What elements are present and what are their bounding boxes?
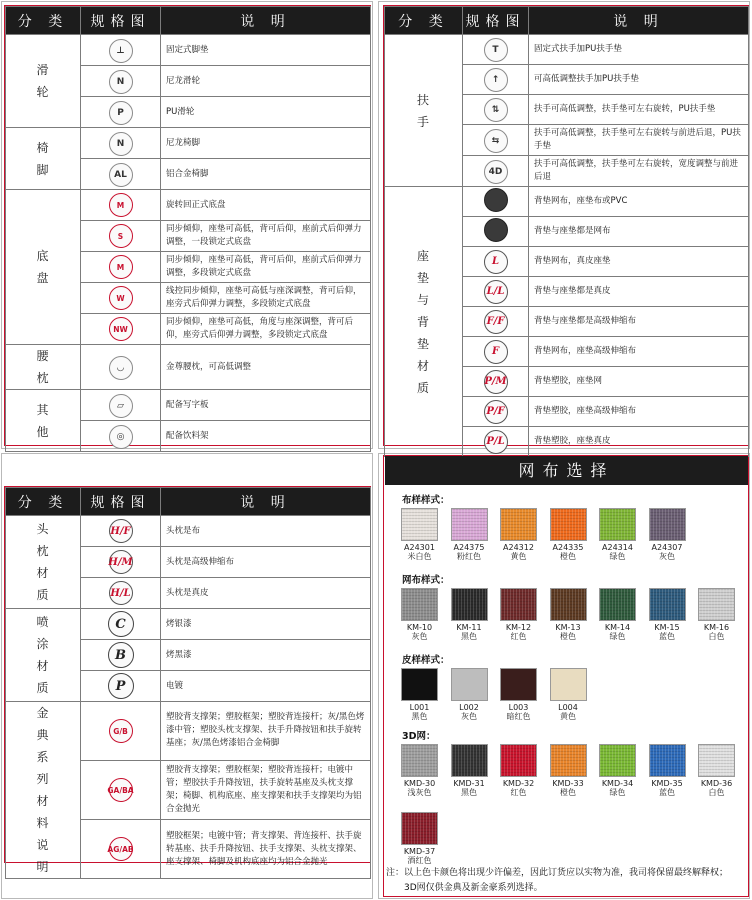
fabric-color-name: 米白色 <box>407 552 432 561</box>
category-cell <box>6 128 81 190</box>
fabric-swatch <box>500 588 537 642</box>
fabric-note-line2: 3D网仅供金典及新金豪系列选择。 <box>404 883 543 893</box>
spec-description: 金尊腰枕，可高低调整 <box>161 345 371 390</box>
spec-description: 背垫与座垫都是真皮 <box>529 277 749 307</box>
spec-row <box>6 190 371 221</box>
spec-image-cell <box>81 578 161 609</box>
spec-description: 扶手可高低调整，扶手垫可左右旋转与前进后退，PU扶手垫 <box>529 125 749 156</box>
fabric-code: A24307 <box>651 543 683 552</box>
spec-row <box>6 390 371 421</box>
header-category: 分 类 <box>385 7 463 35</box>
mechanism-m-icon: M <box>109 193 133 217</box>
plastic-mesh-icon: P/M <box>484 370 508 394</box>
header-category: 分 类 <box>6 7 81 35</box>
fabric-chip <box>550 744 587 777</box>
silver-paint-icon: C <box>108 611 134 637</box>
fabric-chip <box>401 508 438 541</box>
spec-image-cell <box>81 35 161 66</box>
fabric-chip <box>550 508 587 541</box>
spec-table-headrest-finish <box>5 487 371 879</box>
fabric-chip <box>649 508 686 541</box>
spec-description: 尼龙椅脚 <box>161 128 371 159</box>
category-cell <box>6 702 81 879</box>
spec-image-cell <box>81 760 161 820</box>
fabric-swatch <box>599 508 636 562</box>
fabric-swatch <box>401 508 438 562</box>
fabric-color-name: 红色 <box>510 788 527 797</box>
category-cell <box>6 345 81 390</box>
fabric-swatch <box>451 744 488 798</box>
gb-icon: G/B <box>109 719 133 743</box>
spec-description: 背垫网布，座垫布或PVC <box>529 187 749 217</box>
fabric-swatch <box>401 668 438 722</box>
spec-image-cell <box>81 345 161 390</box>
spec-row <box>6 516 371 547</box>
spec-description: 背垫与座垫都是网布 <box>529 217 749 247</box>
fabric-color-name: 红色 <box>510 632 527 641</box>
spec-image-cell <box>81 609 161 640</box>
category-label: 喷涂材质 <box>36 615 50 695</box>
spec-description: 头枕是真皮 <box>161 578 371 609</box>
black-paint-icon: B <box>108 642 134 668</box>
4d-armrest-icon: 4D <box>484 160 508 184</box>
category-label: 滑轮 <box>36 63 50 99</box>
fabric-chip <box>550 668 587 701</box>
fixed-armrest-icon: T <box>484 38 508 62</box>
all-leather-icon: L/L <box>484 280 508 304</box>
fabric-color-name: 橙色 <box>560 552 576 561</box>
all-stretch-icon: F/F <box>484 310 508 334</box>
spec-table-armrest-seat <box>384 6 749 457</box>
header-description: 说 明 <box>161 7 371 35</box>
cup-holder-icon: ◎ <box>109 425 133 449</box>
header-description: 说 明 <box>161 488 371 516</box>
fabric-color-name: 蓝色 <box>659 632 675 641</box>
fabric-color-name: 暗红色 <box>506 712 531 721</box>
plastic-stretch-icon: P/F <box>484 400 508 424</box>
spec-description: 铝合金椅脚 <box>161 159 371 190</box>
spec-image-cell <box>81 640 161 671</box>
fabric-code: L004 <box>558 703 578 712</box>
spec-description: 背垫塑胶，座垫网 <box>529 367 749 397</box>
spec-description: 扶手可高低调整，扶手垫可左右旋转，PU扶手垫 <box>529 95 749 125</box>
spec-image-cell <box>463 307 529 337</box>
fabric-swatch <box>500 508 537 562</box>
fabric-chip <box>599 588 636 621</box>
fabric-chip <box>649 744 686 777</box>
spec-row <box>6 345 371 390</box>
fabric-chip <box>401 668 438 701</box>
mesh-leather-icon: L <box>484 250 508 274</box>
spec-description: 背垫塑胶，座垫真皮 <box>529 427 749 457</box>
header-spec-image: 规格图 <box>81 7 161 35</box>
category-cell <box>385 187 463 457</box>
fabric-swatch <box>550 668 587 722</box>
fabric-swatch <box>698 588 735 642</box>
spec-image-cell <box>463 277 529 307</box>
agab-icon: AG/AB <box>109 837 133 861</box>
fabric-color-name: 橙色 <box>560 632 576 641</box>
fabric-color-name: 黑色 <box>461 632 477 641</box>
mechanism-s-icon: S <box>109 224 133 248</box>
fabric-code: KMD-37 <box>403 847 436 856</box>
fabric-swatch <box>401 812 438 866</box>
spec-image-cell <box>463 35 529 65</box>
fabric-color-name: 酒红色 <box>407 856 432 865</box>
fabric-color-name: 绿色 <box>609 788 626 797</box>
header-category: 分 类 <box>6 488 81 516</box>
fabric-chip <box>401 812 438 845</box>
category-label: 头枕材质 <box>36 522 50 602</box>
category-cell <box>6 609 81 702</box>
spec-image-cell <box>81 314 161 345</box>
swivel-armrest-icon: ⇅ <box>484 98 508 122</box>
headrest-stretch-icon: H/M <box>109 550 133 574</box>
spec-description: 旋转回正式底盘 <box>161 190 371 221</box>
category-cell <box>6 516 81 609</box>
spec-row <box>6 128 371 159</box>
spec-row <box>385 35 749 65</box>
spec-image-cell <box>463 156 529 187</box>
headrest-fabric-icon: H/F <box>109 519 133 543</box>
fabric-color-name: 粉红色 <box>457 552 481 561</box>
spec-description: 背垫网布，真皮座垫 <box>529 247 749 277</box>
fabric-color-name: 白色 <box>708 632 725 641</box>
spec-description: PU滑轮 <box>161 97 371 128</box>
spec-row <box>6 35 371 66</box>
spec-description: 头枕是高级伸缩布 <box>161 547 371 578</box>
all-fabric-icon <box>484 218 508 242</box>
spec-description: 可高低调整扶手加PU扶手垫 <box>529 65 749 95</box>
fabric-swatch <box>550 588 587 642</box>
spec-image-cell <box>81 97 161 128</box>
fabric-code: A24335 <box>552 543 584 552</box>
category-label: 金典系列材料说明 <box>36 706 50 874</box>
fabric-section-label: 3D网： <box>402 731 436 742</box>
fabric-code: KM-13 <box>555 623 581 632</box>
fabric-chip <box>599 508 636 541</box>
category-cell <box>6 390 81 452</box>
fabric-color-name: 绿色 <box>609 632 626 641</box>
fabric-code: KMD-34 <box>601 779 634 788</box>
aluminum-base-icon: AL <box>109 163 133 187</box>
fabric-code: A24301 <box>404 543 435 552</box>
fabric-code: L003 <box>508 703 529 712</box>
fabric-chip <box>401 588 438 621</box>
spec-image-cell <box>81 421 161 452</box>
writing-board-icon: ▱ <box>109 394 133 418</box>
fabric-code: KM-16 <box>703 623 730 632</box>
spec-image-cell <box>463 427 529 457</box>
lumbar-pillow-icon: ◡ <box>109 356 133 380</box>
height-armrest-icon: ↑ <box>484 68 508 92</box>
fabric-code: KM-10 <box>406 623 433 632</box>
spec-description: 同步倾仰，座垫可高低，背可后仰，座前式后仰弹力调整，一段锁定式底盘 <box>161 221 371 252</box>
mechanism-nw-icon: NW <box>109 317 133 341</box>
spec-image-cell <box>81 283 161 314</box>
fabric-swatch <box>599 744 636 798</box>
fabric-swatch <box>401 588 438 642</box>
mesh-pvc-icon <box>484 188 508 212</box>
spec-description: 扶手可高低调整，扶手垫可左右旋转，宽度调整与前进后退 <box>529 156 749 187</box>
fabric-swatch <box>599 588 636 642</box>
category-label: 其他 <box>36 402 50 439</box>
header-description: 说 明 <box>529 7 749 35</box>
spec-row <box>6 702 371 761</box>
header-spec-image: 规格图 <box>463 7 529 35</box>
fabric-chip <box>451 744 488 777</box>
fabric-code: KMD-35 <box>651 779 683 788</box>
spec-description: 配备饮料架 <box>161 421 371 452</box>
spec-image-cell <box>81 66 161 97</box>
spec-description: 固定式脚垫 <box>161 35 371 66</box>
fabric-color-name: 橙色 <box>560 788 576 797</box>
fabric-code: KM-12 <box>505 623 532 632</box>
fabric-swatch <box>649 744 686 798</box>
fabric-code: A24375 <box>453 543 485 552</box>
spec-description: 头枕是布 <box>161 516 371 547</box>
spec-image-cell <box>81 820 161 879</box>
nylon-base-icon: N <box>109 132 133 156</box>
spec-description: 塑胶背支撑架；塑胶框架；塑胶背连接杆；电镀中管；塑胶扶手升降按钮，扶手旋转基座及头枕支撑架；椅脚、机构底座、座支撑架和扶手支撑架均为铝合金抛光 <box>161 760 371 820</box>
spec-image-cell <box>81 702 161 761</box>
spec-image-cell <box>463 125 529 156</box>
spec-description: 尼龙滑轮 <box>161 66 371 97</box>
category-label: 腰枕 <box>36 349 50 385</box>
category-cell <box>6 35 81 128</box>
spec-description: 同步倾仰，座垫可高低，角度与座深调整，背可后仰，座旁式后仰弹力调整，多段锁定式底盘 <box>161 314 371 345</box>
spec-image-cell <box>463 367 529 397</box>
fabric-chip <box>500 668 537 701</box>
spec-description: 塑胶框架；电镀中管；背支撑架、背连接杆、扶手旋转基座、扶手升降按钮、扶手支撑架、头枕支撑架、座支撑架、椅脚及机构底座均为铝合金抛光 <box>161 820 371 879</box>
category-label: 扶手 <box>416 92 430 129</box>
fabric-code: KMD-30 <box>403 779 436 788</box>
header-spec-image: 规格图 <box>81 488 161 516</box>
mechanism-w-icon: W <box>109 286 133 310</box>
fabric-code: L002 <box>459 703 479 712</box>
fabric-chip <box>451 668 488 701</box>
fabric-chip <box>649 588 686 621</box>
fabric-section-label: 布样样式： <box>402 495 450 506</box>
fabric-section-label: 网布样式： <box>402 575 450 586</box>
spec-image-cell <box>81 671 161 702</box>
fixed-foot-icon: ⊥ <box>109 39 133 63</box>
fabric-chip <box>500 744 537 777</box>
pu-caster-icon: P <box>109 101 133 125</box>
spec-description: 电镀 <box>161 671 371 702</box>
fabric-chip <box>550 588 587 621</box>
plating-icon: P <box>108 673 134 699</box>
spec-description: 塑胶背支撑架；塑胶框架；塑胶背连接杆；灰/黑色烤漆中管；塑胶头枕支撑架、扶手升降按钮和扶手旋转基座；灰/黑色烤漆铝合金椅脚 <box>161 702 371 761</box>
plastic-leather-icon: P/L <box>484 430 508 454</box>
fabric-swatch <box>649 508 686 562</box>
spec-image-cell <box>463 247 529 277</box>
fabric-swatch <box>698 744 735 798</box>
mechanism-sm-icon: M <box>109 255 133 279</box>
category-label: 底盘 <box>36 249 50 285</box>
fabric-code: KM-14 <box>604 623 631 632</box>
spec-description: 固定式扶手加PU扶手垫 <box>529 35 749 65</box>
fabric-swatch <box>401 744 438 798</box>
fabric-color-name: 黄色 <box>510 552 527 561</box>
fabric-swatch <box>550 744 587 798</box>
fabric-color-name: 黄色 <box>560 712 576 721</box>
spec-image-cell <box>463 217 529 247</box>
spec-image-cell <box>463 187 529 217</box>
fabric-swatch <box>500 668 537 722</box>
fabric-code: L001 <box>409 703 430 712</box>
spec-image-cell <box>81 547 161 578</box>
fabric-color-name: 黑色 <box>461 788 477 797</box>
spec-description: 烤黑漆 <box>161 640 371 671</box>
spec-image-cell <box>81 128 161 159</box>
fabric-color-name: 灰色 <box>411 632 428 641</box>
fabric-code: KMD-31 <box>453 779 485 788</box>
fabric-code: KMD-32 <box>502 779 535 788</box>
spec-description: 背垫与座垫都是高级伸缩布 <box>529 307 749 337</box>
fabric-section-title: 网布选择 <box>385 456 748 485</box>
fabric-chip <box>451 588 488 621</box>
fabric-color-name: 灰色 <box>461 712 477 721</box>
headrest-leather-icon: H/L <box>109 581 133 605</box>
fabric-chip <box>698 744 735 777</box>
fabric-chip <box>500 588 537 621</box>
spec-image-cell <box>81 159 161 190</box>
fabric-swatch <box>649 588 686 642</box>
fabric-swatch <box>500 744 537 798</box>
fabric-section-label: 皮样样式： <box>402 655 450 666</box>
spec-description: 线控同步倾仰，座垫可高低与座深调整，背可后仰，座旁式后仰弹力调整，多段锁定式底盘 <box>161 283 371 314</box>
fabric-code: KMD-36 <box>700 779 733 788</box>
spec-table-casters-base <box>5 6 371 452</box>
category-label: 座垫与背垫材质 <box>416 248 430 395</box>
nylon-caster-icon: N <box>109 70 133 94</box>
fabric-swatch <box>451 668 488 722</box>
fabric-chip <box>500 508 537 541</box>
spec-image-cell <box>463 337 529 367</box>
spec-description: 同步倾仰，座垫可高低，背可后仰，座前式后仰弹力调整，多段锁定式底盘 <box>161 252 371 283</box>
category-cell <box>6 190 81 345</box>
spec-image-cell <box>81 252 161 283</box>
fabric-swatch <box>451 588 488 642</box>
fabric-chip <box>401 744 438 777</box>
fabric-code: KMD-33 <box>552 779 584 788</box>
fabric-color-name: 灰色 <box>659 552 675 561</box>
spec-image-cell <box>81 390 161 421</box>
fabric-chip <box>599 744 636 777</box>
spec-image-cell <box>463 397 529 427</box>
fabric-code: A24312 <box>503 543 534 552</box>
fabric-chip <box>698 588 735 621</box>
spec-row <box>385 187 749 217</box>
fabric-swatch <box>550 508 587 562</box>
fabric-code: A24314 <box>602 543 633 552</box>
fabric-code: KM-15 <box>654 623 680 632</box>
spec-description: 烤银漆 <box>161 609 371 640</box>
spec-image-cell <box>81 516 161 547</box>
fabric-color-name: 浅灰色 <box>407 788 432 797</box>
category-label: 椅脚 <box>36 140 50 177</box>
fabric-note-line1: 注：以上色卡颜色将出现少许偏差，因此订货应以实物为准，我司将保留最终解释权； <box>386 868 729 878</box>
fabric-chip <box>451 508 488 541</box>
spec-image-cell <box>81 221 161 252</box>
fabric-color-name: 蓝色 <box>659 788 675 797</box>
spec-description: 背垫塑胶，座垫高级伸缩布 <box>529 397 749 427</box>
fabric-color-name: 黑色 <box>411 712 428 721</box>
spec-image-cell <box>81 190 161 221</box>
spec-image-cell <box>463 65 529 95</box>
gaba-icon: GA/BA <box>109 778 133 802</box>
spec-row <box>6 609 371 640</box>
fabric-color-name: 绿色 <box>609 552 626 561</box>
spec-image-cell <box>463 95 529 125</box>
mesh-stretch-icon: F <box>484 340 508 364</box>
spec-description: 背垫网布，座垫高级伸缩布 <box>529 337 749 367</box>
fabric-color-name: 白色 <box>708 788 725 797</box>
category-cell <box>385 35 463 187</box>
multi-armrest-icon: ⇆ <box>484 129 508 153</box>
fabric-swatch <box>451 508 488 562</box>
fabric-code: KM-11 <box>456 623 482 632</box>
spec-description: 配备写字板 <box>161 390 371 421</box>
